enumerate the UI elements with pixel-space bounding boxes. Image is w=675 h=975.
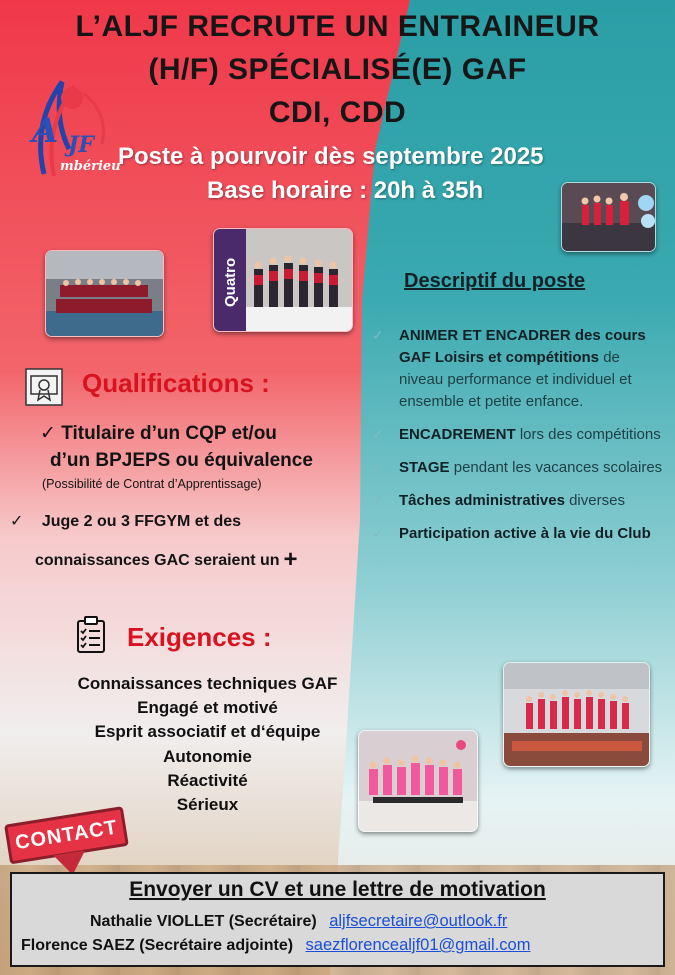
qualification-item-2-text-2: connaissances GAC seraient un [35,552,280,569]
gym-floor-photo [503,662,650,767]
descriptif-item [372,523,667,545]
descriptif-item-bold: STAGE [399,459,450,476]
logo-town: mbérieu [60,159,121,174]
podium-photo [213,228,353,332]
exigence-item: Connaissances techniques GAF [77,674,338,693]
exigence-item: Engagé et motivé [137,698,278,718]
hours-text: Base horaire : 20h à 35h [207,177,484,204]
descriptif-item-text: diverses [564,492,625,509]
qualification-item-2-line-1 [10,511,241,531]
descriptif-item [372,457,667,479]
exigence-item: Sérieux [176,795,239,815]
descriptif-item-text: lors des compétitions [515,426,661,443]
descriptif-list [372,325,667,556]
cv-instruction: Envoyer un CV et une lettre de motivation [129,878,546,901]
check-icon: ✓ [40,422,56,444]
title-line-1: L’ALJF RECRUTE UN ENTRAINEUR [75,10,600,43]
group-photo-gym [45,250,164,337]
qualification-item-1-line-1 [40,422,277,445]
checklist-icon [76,616,106,654]
descriptif-item-text: pendant les vacances scolaires [449,459,663,476]
qualification-item-2-line-2 [35,546,298,574]
team-photo-top-right [561,182,656,252]
contact-row-2 [21,936,530,955]
contact-row-1 [90,912,507,931]
qualifications-heading: Qualifications : [82,368,270,398]
descriptif-item [372,490,667,512]
descriptif-item-bold: Participation active à la vie du Club [399,525,651,542]
check-icon: ✓ [10,511,24,530]
plus-icon: + [283,546,298,573]
aljf-logo [14,64,124,184]
contact-person-1: Nathalie VIOLLET (Secrétaire) [90,913,317,930]
photo-banner-text: Quatro [222,257,239,307]
descriptif-item-bold: ENCADREMENT [399,426,516,443]
check-icon: ✓ [372,460,384,476]
descriptif-item-bold: ANIMER ET ENCADRER des cours GAF Loisirs et compétitions [399,327,646,366]
qualification-item-1-line-2: d’un BPJEPS ou équivalence [50,450,313,471]
title-line-2: (H/F) SPÉCIALISÉ(E) GAF [148,53,527,86]
certificate-icon [25,368,63,406]
descriptif-item-text: de niveau performance et individuel et ensemble et petite enfance. [399,349,632,410]
start-date-text: Poste à pourvoir dès septembre 2025 [118,143,544,170]
email-link-2[interactable]: saezflorencealjf01@gmail.com [305,936,531,954]
logo-letters-jf: JF [68,132,95,158]
descriptif-heading: Descriptif du poste [404,270,586,292]
logo-letter-a: A [32,111,59,151]
exigence-item: Réactivité [167,770,248,790]
check-icon: ✓ [372,526,384,542]
qualification-note: (Possibilité de Contrat d’Apprentissage) [42,477,262,491]
qualification-item-2-text: Juge 2 ou 3 FFGYM et des [41,513,242,530]
exigences-list [20,672,395,817]
descriptif-item-bold: Tâches administratives [399,492,565,509]
check-icon: ✓ [372,493,384,509]
contact-box [10,872,665,967]
descriptif-item [372,325,667,413]
qualification-item-1-text: Titulaire d’un CQP et/ou [61,423,277,444]
exigence-item: Esprit associatif et d‘équipe [94,722,321,742]
check-icon: ✓ [372,427,384,443]
exigence-item: Autonomie [163,746,252,766]
exigences-heading: Exigences : [127,622,272,652]
title-line-3: CDI, CDD [268,96,407,129]
descriptif-item [372,424,667,446]
email-link-1[interactable]: aljfsecretaire@outlook.fr [329,912,508,930]
contact-person-2: Florence SAEZ (Secrétaire adjointe) [21,937,294,954]
contact-stamp-label: CONTACT [13,815,120,854]
check-icon: ✓ [372,328,384,344]
